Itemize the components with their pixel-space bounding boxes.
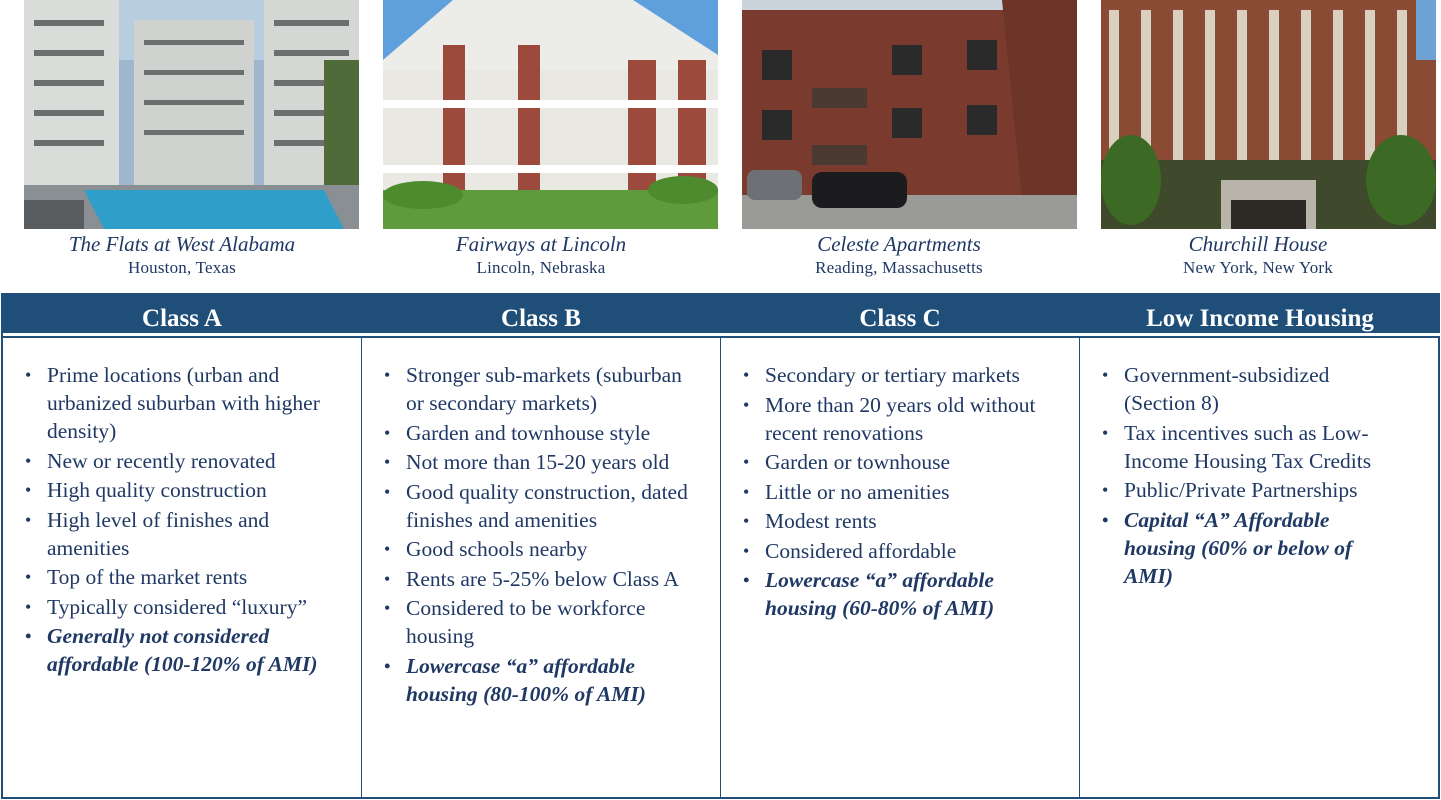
bullet-list bbox=[1102, 361, 1402, 590]
list-item: • Typically considered “luxury” bbox=[25, 593, 325, 621]
property-location: Reading, Massachusetts bbox=[815, 258, 983, 277]
photo-flats-west-alabama bbox=[24, 0, 359, 229]
list-item-affordability: • Lowercase “a” affordable housing (60-80% of AMI) bbox=[743, 566, 1053, 622]
property-location: Lincoln, Nebraska bbox=[476, 258, 606, 277]
header-class-b: Class B bbox=[501, 305, 581, 332]
housing-class-table bbox=[1, 293, 1440, 799]
bullet-list bbox=[384, 361, 694, 708]
list-item: • Tax incentives such as Low-Income Housing Tax Credits bbox=[1102, 419, 1402, 475]
list-item: • Modest rents bbox=[743, 507, 1053, 535]
column-low-income bbox=[1102, 361, 1402, 591]
list-item: • New or recently renovated bbox=[25, 447, 325, 475]
header-class-c: Class C bbox=[859, 305, 941, 332]
list-item: • Public/Private Partnerships bbox=[1102, 476, 1402, 504]
list-item: • Garden or townhouse bbox=[743, 448, 1053, 476]
bullet-list bbox=[743, 361, 1053, 622]
list-item-affordability: • Lowercase “a” affordable housing (80-100% of AMI) bbox=[384, 652, 694, 708]
photo-celeste-apartments bbox=[742, 0, 1077, 229]
column-class-c bbox=[743, 361, 1053, 624]
list-item: • Government-subsidized (Section 8) bbox=[1102, 361, 1402, 417]
list-item: • Top of the market rents bbox=[25, 563, 325, 591]
list-item: • High quality construction bbox=[25, 476, 325, 504]
list-item: • Considered to be workforce housing bbox=[384, 594, 694, 650]
property-location: New York, New York bbox=[1182, 258, 1333, 277]
header-class-a: Class A bbox=[142, 305, 222, 332]
caption-flats bbox=[12, 232, 352, 279]
list-item: • High level of finishes and amenities bbox=[25, 506, 325, 562]
list-item: • Not more than 15-20 years old bbox=[384, 448, 694, 476]
list-item-affordability: • Generally not considered affordable (100-120% of AMI) bbox=[25, 622, 325, 678]
photo-fairways-lincoln bbox=[383, 0, 718, 229]
property-name: Celeste Apartments bbox=[817, 232, 981, 256]
list-item: • Prime locations (urban and urbanized suburban with higher density) bbox=[25, 361, 325, 445]
column-divider bbox=[361, 338, 362, 799]
property-name: Fairways at Lincoln bbox=[455, 232, 627, 256]
photo-churchill-house bbox=[1101, 0, 1436, 229]
list-item: • Considered affordable bbox=[743, 537, 1053, 565]
header-underline bbox=[3, 336, 1440, 338]
list-item: • Good quality construction, dated finishes and amenities bbox=[384, 478, 694, 534]
list-item: • Garden and townhouse style bbox=[384, 419, 694, 447]
property-name: The Flats at West Alabama bbox=[68, 232, 296, 256]
property-name: Churchill House bbox=[1188, 232, 1328, 256]
list-item: • Stronger sub-markets (suburban or secondary markets) bbox=[384, 361, 694, 417]
header-low-income: Low Income Housing bbox=[1146, 305, 1374, 332]
caption-fairways bbox=[371, 232, 711, 279]
list-item: • Good schools nearby bbox=[384, 535, 694, 563]
column-divider bbox=[720, 338, 721, 799]
list-item: • Secondary or tertiary markets bbox=[743, 361, 1053, 389]
column-class-b bbox=[384, 361, 694, 709]
bullet-list bbox=[25, 361, 325, 678]
list-item: • Little or no amenities bbox=[743, 478, 1053, 506]
column-class-a bbox=[25, 361, 325, 680]
list-item: • More than 20 years old without recent renovations bbox=[743, 391, 1053, 447]
caption-celeste bbox=[729, 232, 1069, 279]
property-location: Houston, Texas bbox=[127, 258, 236, 277]
column-divider bbox=[1079, 338, 1080, 799]
list-item: • Rents are 5-25% below Class A bbox=[384, 565, 694, 593]
caption-churchill bbox=[1088, 232, 1428, 279]
list-item-affordability: • Capital “A” Affordable housing (60% or below of AMI) bbox=[1102, 506, 1402, 590]
